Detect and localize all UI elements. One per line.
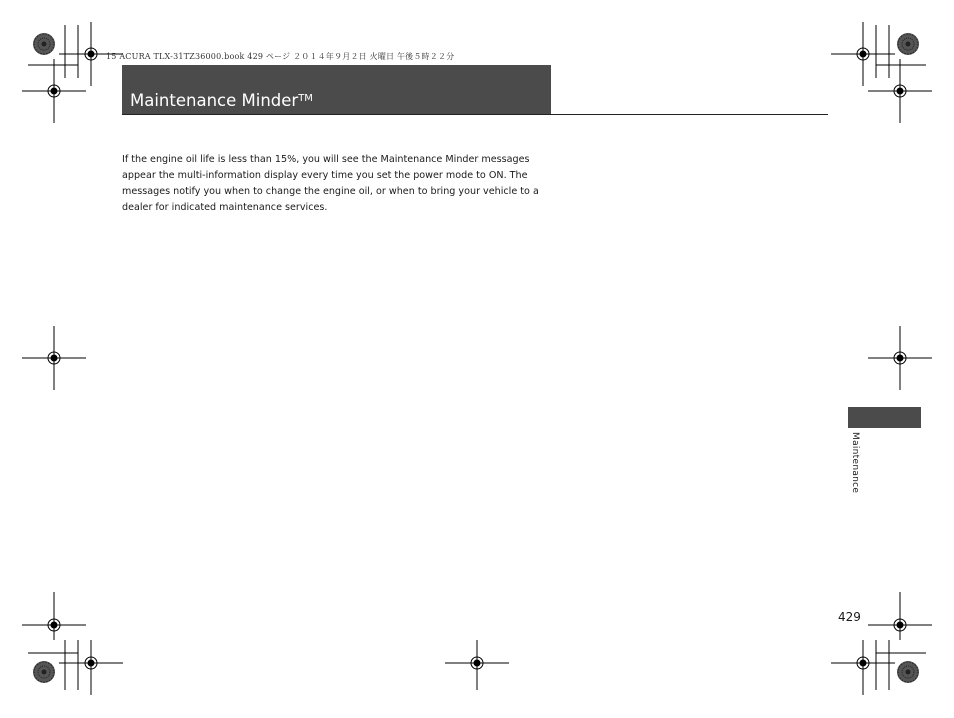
chapter-tab-label: Maintenance — [850, 432, 860, 494]
crop-marks-top-left — [28, 25, 78, 78]
chapter-tab[interactable] — [848, 407, 921, 428]
color-rosette-top-left — [33, 33, 55, 55]
color-rosette-bottom-left — [33, 661, 55, 683]
section-title-text: Maintenance Minder — [130, 91, 299, 110]
color-rosette-top-right — [897, 33, 919, 55]
trademark-mark: TM — [298, 93, 313, 104]
section-title — [130, 91, 313, 110]
color-rosette-bottom-right — [897, 661, 919, 683]
page-number: 429 — [838, 610, 861, 624]
section-header — [122, 65, 551, 114]
tick-lines — [22, 22, 932, 695]
print-slug-line: 15 ACURA TLX-31TZ36000.book 429 ページ ２０１４年９月２日 火曜日 午後５時２２分 — [106, 52, 455, 61]
body-paragraph: If the engine oil life is less than 15%, you will see the Maintenance Minder messages appear the multi-information display every time you set the power mode to ON. The messages notify you when to change the engine oil, or when to bring your vehicle to a dealer for indicated maintenance services. — [122, 154, 539, 213]
crop-marks-bottom-left — [28, 640, 78, 690]
header-rule — [122, 114, 828, 115]
